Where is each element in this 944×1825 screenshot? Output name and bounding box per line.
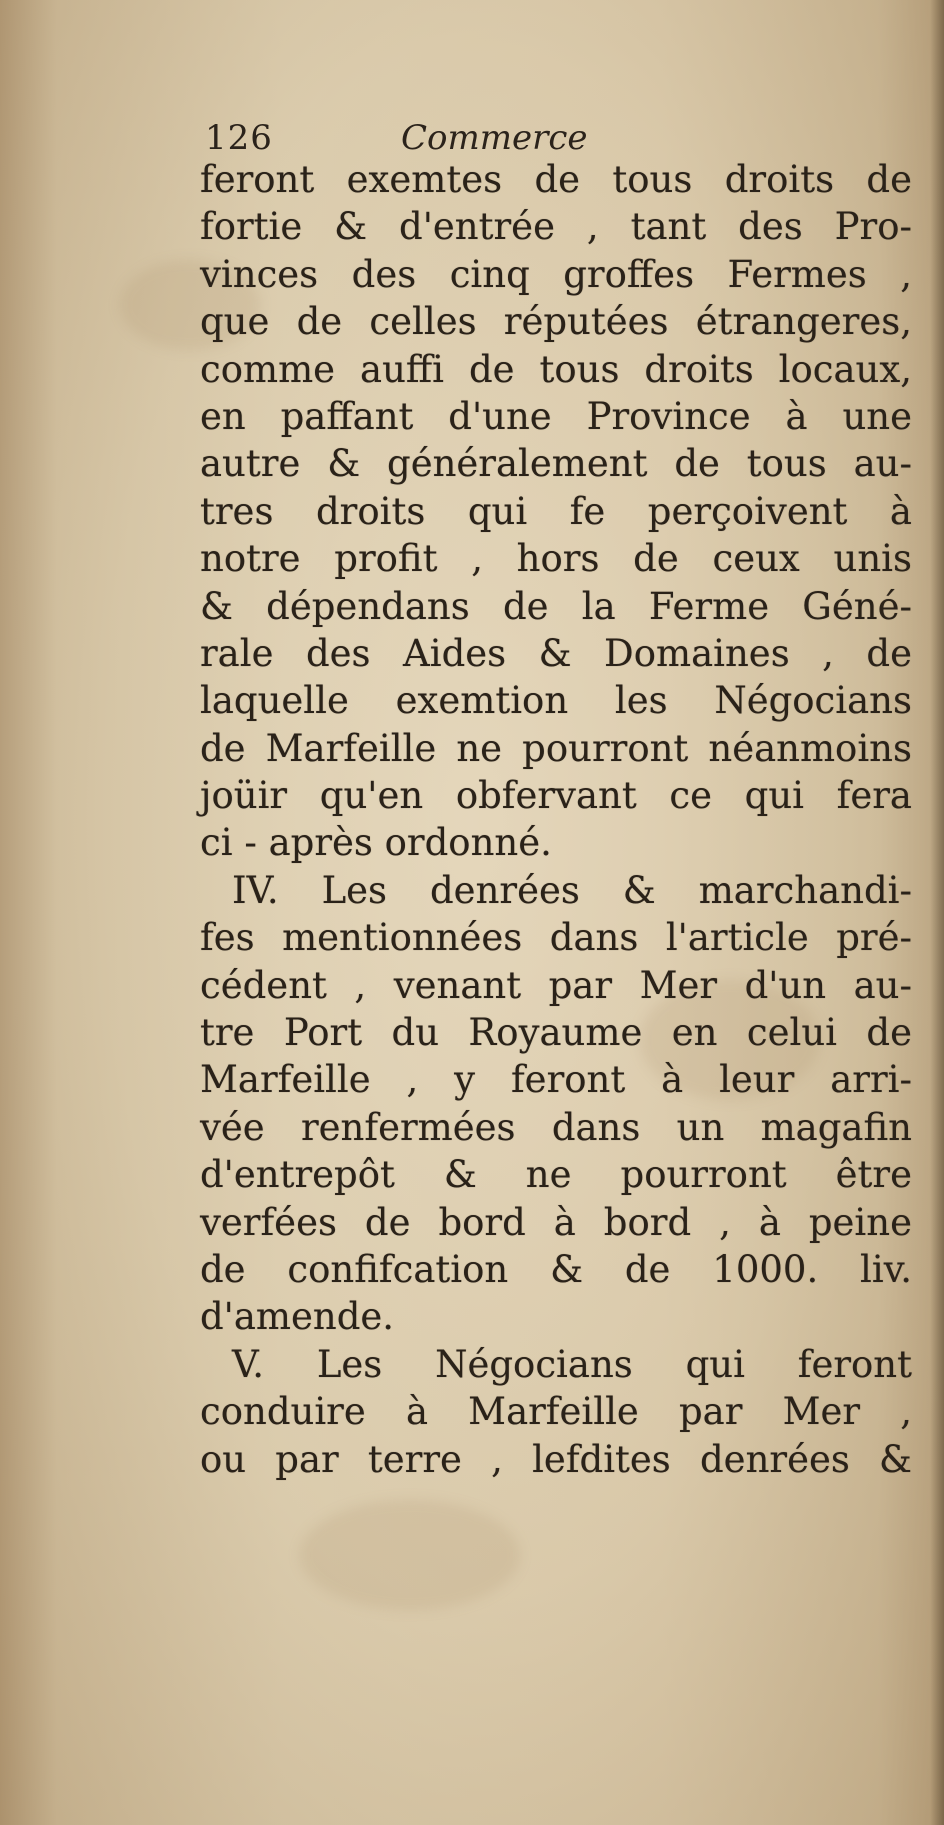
text-line: tre Port du Royaume en celui de (200, 1011, 912, 1055)
page-number: 126 (205, 118, 273, 158)
text-line: notre profit , hors de ceux unis (200, 537, 912, 581)
running-head: Commerce (401, 118, 588, 158)
text-line: que de celles réputées étrangeres, (200, 300, 912, 344)
text-line: comme auffi de tous droits locaux, (200, 347, 912, 391)
text-line: vinces des cinq groffes Fermes , (200, 252, 912, 296)
text-line: de confifcation & de 1000. liv. (200, 1247, 912, 1291)
text-line: fes mentionnées dans l'article pré- (200, 916, 912, 960)
text-line: vée renfermées dans un magafin (200, 1105, 912, 1149)
text-line: cédent , venant par Mer d'un au- (200, 963, 912, 1007)
text-line-article-start: IV. Les denrées & marchandi- (232, 868, 912, 912)
text-line: en paffant d'une Province à une (200, 394, 912, 438)
text-line-article-start: V. Les Négocians qui feront (232, 1342, 912, 1386)
text-line: verfées de bord à bord , à peine (200, 1200, 912, 1244)
text-line: d'entrepôt & ne pourront être (200, 1153, 912, 1197)
body-text (200, 156, 912, 1483)
paper-stain (300, 1500, 520, 1610)
text-line: conduire à Marfeille par Mer , (200, 1390, 912, 1434)
text-line: fortie & d'entrée , tant des Pro- (200, 205, 912, 249)
text-line: feront exemtes de tous droits de (200, 158, 912, 201)
text-line: laquelle exemtion les Négocians (200, 679, 912, 723)
text-line: rale des Aides & Domaines , de (200, 631, 912, 675)
text-line: tres droits qui fe perçoivent à (200, 489, 912, 533)
text-line: ci - après ordonné. (200, 821, 552, 865)
text-line: & dépendans de la Ferme Géné- (200, 584, 912, 628)
text-line: ou par terre , lefdites denrées & (200, 1437, 912, 1481)
text-line: joüir qu'en obfervant ce qui fera (200, 774, 912, 818)
text-line: Marfeille , y feront à leur arri- (200, 1058, 912, 1102)
text-line: de Marfeille ne pourront néanmoins (200, 726, 912, 770)
text-line: d'amende. (200, 1295, 395, 1339)
page-gutter-shadow (930, 0, 944, 1825)
text-line: autre & généralement de tous au- (200, 442, 912, 486)
